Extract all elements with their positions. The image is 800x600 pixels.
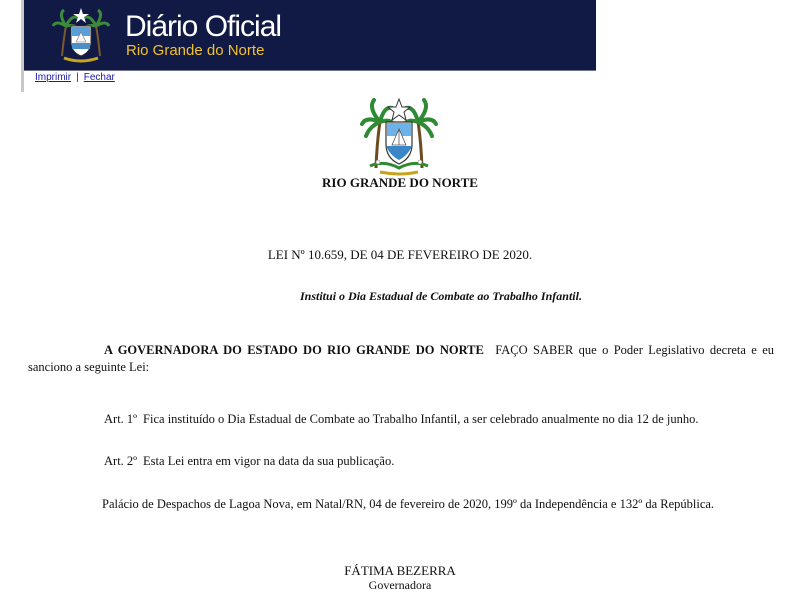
coat-of-arms-icon xyxy=(52,6,110,64)
site-header xyxy=(24,0,596,71)
article-number: Art. 1º xyxy=(104,412,138,426)
print-link[interactable]: Imprimir xyxy=(35,72,72,83)
article-text: Fica instituído o Dia Estadual de Combate ao Trabalho Infantil, a ser celebrado anualmente no dia 12 de junho. xyxy=(143,412,699,426)
link-separator: | xyxy=(76,72,79,83)
article-number: Art. 2º xyxy=(104,454,138,468)
preamble-text: FAÇO SABER que o Poder Legislativo decreta e eu sanciono a seguinte Lei: xyxy=(28,343,775,374)
law-title: LEI Nº 10.659, DE 04 DE FEVEREIRO DE 2020. xyxy=(267,247,533,262)
law-preamble xyxy=(28,342,774,376)
law-ementa: Institui o Dia Estadual de Combate ao Trabalho Infantil. xyxy=(300,289,582,303)
signature-name: FÁTIMA BEZERRA xyxy=(344,563,456,578)
closing-statement: Palácio de Despachos de Lagoa Nova, em Natal/RN, 04 de fevereiro de 2020, 199º da Independência e 132º da República. xyxy=(102,497,715,511)
coat-of-arms-icon xyxy=(360,96,438,176)
article-2 xyxy=(104,454,394,469)
state-name: RIO GRANDE DO NORTE xyxy=(322,175,478,190)
close-link[interactable]: Fechar xyxy=(83,72,115,83)
action-links xyxy=(35,72,115,83)
article-text: Esta Lei entra em vigor na data da sua publicação. xyxy=(143,454,395,468)
preamble-authority: A GOVERNADORA DO ESTADO DO RIO GRANDE DO NORTE xyxy=(104,343,484,357)
site-title: Diário Oficial xyxy=(125,10,282,43)
site-subtitle: Rio Grande do Norte xyxy=(126,42,265,59)
signature-role: Governadora xyxy=(368,578,432,592)
article-1 xyxy=(104,412,698,427)
